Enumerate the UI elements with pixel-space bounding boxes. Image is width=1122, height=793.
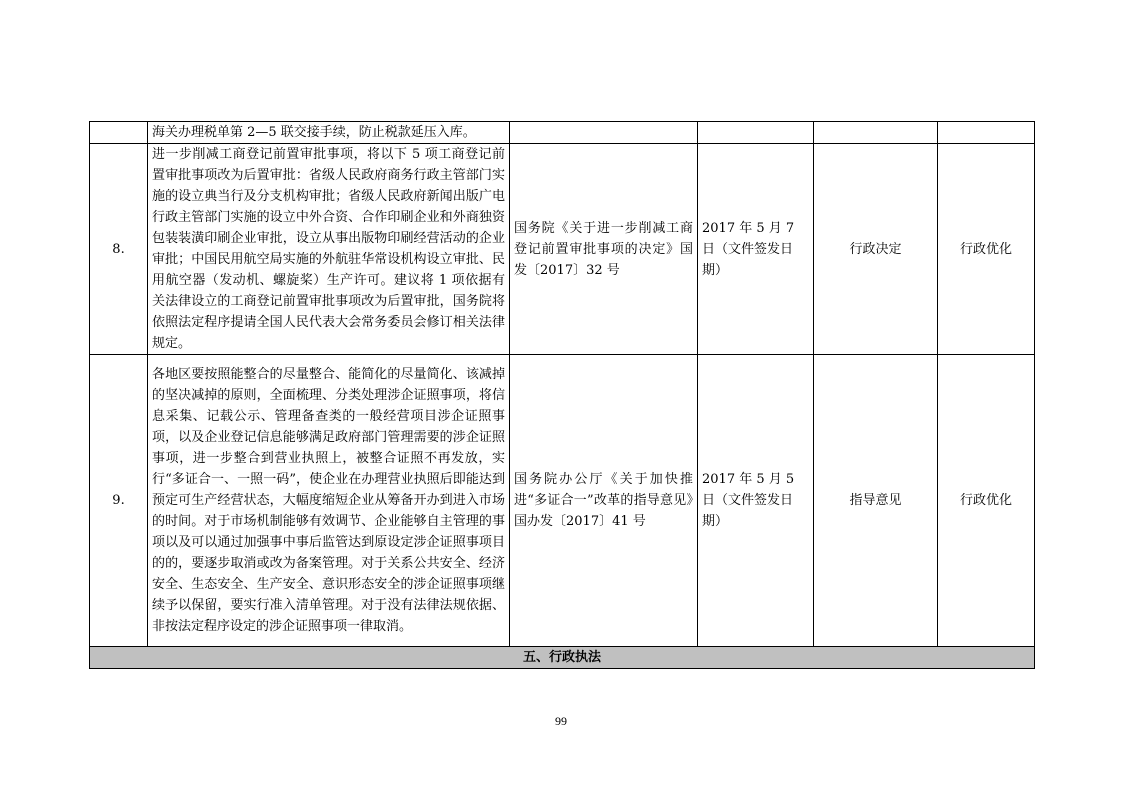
row-category: 行政优化 [938, 355, 1035, 647]
row-content: 各地区要按照能整合的尽量整合、能简化的尽量简化、该减掉的坚决减掉的原则，全面梳理、分类处理涉企证照事项，将信息采集、记载公示、管理备查类的一般经营项目涉企证照事项，以及企业登记信息能够满足政府部门管理需要的涉企证照事项，进一步整合到营业执照上，被整合证照不再发放，实行“多证合一、一照一码”，使企业在办理营业执照后即能达到预定可生产经营状态，大幅度缩短企业从筹备开办到进入市场的时间。对于市场机制能够有效调节、企业能够自主管理的事项以及可以通过加强事中事后监管达到原设定涉企证照事项目的的，要逐步取消或改为备案管理。对于关系公共安全、经济安全、生态安全、生产安全、意识形态安全的涉企证照事项继续予以保留，要实行准入清单管理。对于没有法律法规依据、非按法定程序设定的涉企证照事项一律取消。 [148, 355, 510, 647]
table-row [90, 122, 1035, 144]
row-basis: 国务院办公厅《关于加快推进“多证合一”改革的指导意见》国办发〔2017〕41 号 [510, 355, 698, 647]
row-date [698, 122, 814, 144]
table-row [90, 355, 1035, 647]
page-number: 99 [555, 714, 567, 728]
row-category [938, 122, 1035, 144]
row-basis [510, 122, 698, 144]
regulation-table [89, 121, 1035, 669]
row-content: 海关办理税单第 2—5 联交接手续，防止税款延压入库。 [148, 122, 510, 144]
row-content: 进一步削减工商登记前置审批事项，将以下 5 项工商登记前置审批事项改为后置审批：省级人民政府商务行政主管部门实施的设立典当行及分支机构审批；省级人民政府新闻出版广电行政主管部门实施的设立中外合资、合作印刷企业和外商独资包装装潢印刷企业审批，设立从事出版物印刷经营活动的企业审批；中国民用航空局实施的外航驻华常设机构设立审批、民用航空器（发动机、螺旋桨）生产许可。建议将 1 项依据有关法律设立的工商登记前置审批事项改为后置审批，国务院将依照法定程序提请全国人民代表大会常务委员会修订相关法律规定。 [148, 144, 510, 355]
section-title: 五、行政执法 [90, 647, 1035, 669]
row-type: 行政决定 [814, 144, 938, 355]
row-number: 8. [90, 144, 148, 355]
row-type: 指导意见 [814, 355, 938, 647]
table-row [90, 144, 1035, 355]
row-number [90, 122, 148, 144]
row-number: 9. [90, 355, 148, 647]
row-category: 行政优化 [938, 144, 1035, 355]
row-date: 2017 年 5 月 5 日（文件签发日期） [698, 355, 814, 647]
row-date: 2017 年 5 月 7 日（文件签发日期） [698, 144, 814, 355]
section-header-row [90, 647, 1035, 669]
row-type [814, 122, 938, 144]
row-basis: 国务院《关于进一步削减工商登记前置审批事项的决定》国发〔2017〕32 号 [510, 144, 698, 355]
